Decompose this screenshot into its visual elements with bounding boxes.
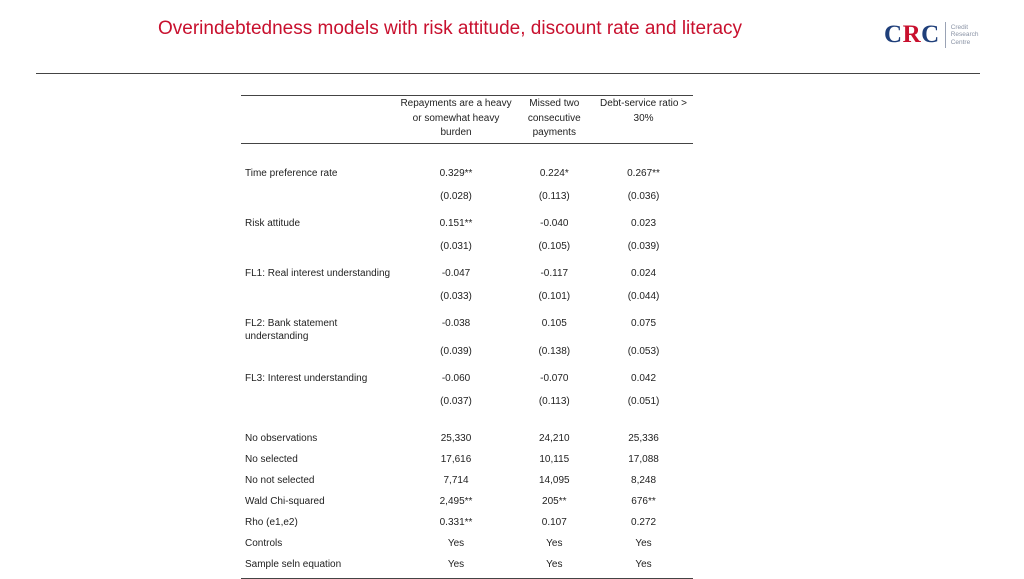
statistic-cell: 0.272 [631,516,657,528]
table-row [241,432,693,453]
row-label: Wald Chi-squared [245,495,325,507]
coefficient-cell: -0.070 [540,372,569,384]
table-spacer [241,416,693,432]
column-header-debt-service-ratio: Debt-service ratio > 30% [594,96,693,144]
page-title: Overindebtedness models with risk attitude, discount rate and literacy [158,18,743,39]
logo-line: Credit [950,23,969,31]
statistic-cell: Yes [515,558,595,579]
coefficient-cell: -0.040 [540,217,569,229]
statistic-cell: 205** [542,495,567,507]
standard-error-cell: (0.053) [627,345,660,357]
table-row [241,143,693,188]
row-label: No selected [245,453,298,465]
coefficient-cell: 0.329** [439,167,473,179]
statistic-cell: 17,088 [628,453,659,465]
row-label: FL1: Real interest understanding [245,267,391,279]
empty-cell [241,416,398,432]
standard-error-cell: (0.113) [538,190,570,202]
statistic-cell: 17,616 [440,453,472,465]
logo-line: Centre [950,38,971,46]
coefficient-cell: 0.023 [631,217,657,229]
statistic-cell: 676** [631,495,656,507]
crc-logo [884,20,979,50]
statistic-cell: 10,115 [539,453,570,465]
coefficient-cell: 0.224* [539,167,569,179]
table-row [241,366,693,393]
coefficient-cell: 0.151** [439,217,473,229]
table-header-row [241,96,693,144]
empty-cell [241,238,398,261]
empty-cell [515,416,595,432]
results-table [241,95,693,579]
row-label: FL3: Interest understanding [245,372,368,384]
table-row [241,474,693,495]
statistic-cell: Yes [398,558,515,579]
standard-error-cell: (0.044) [627,290,660,302]
standard-error-cell: (0.033) [440,290,472,302]
row-label: Time preference rate [245,167,338,179]
table-row [241,261,693,288]
coefficient-cell: 0.105 [541,317,567,329]
statistic-cell: 0.331** [439,516,473,528]
row-label: FL2: Bank statement understanding [245,317,338,342]
statistic-cell: 2,495** [439,495,473,507]
empty-cell [241,343,398,366]
header-divider [36,73,980,74]
statistic-cell: 25,336 [628,432,659,444]
statistic-cell: 7,714 [443,474,469,486]
table-body [241,143,693,578]
table-row-se [241,188,693,211]
standard-error-cell: (0.039) [627,240,660,252]
logo-mark: CRC [884,21,940,48]
coefficient-cell: -0.117 [540,267,569,279]
row-label: Rho (e1,e2) [245,516,298,528]
table-row [241,558,693,579]
standard-error-cell: (0.101) [538,290,571,302]
statistic-cell: 14,095 [538,474,570,486]
empty-cell [241,393,398,416]
empty-cell [241,288,398,311]
coefficient-cell: 0.267** [627,167,660,179]
standard-error-cell: (0.037) [440,395,472,407]
coefficient-cell: 0.024 [631,267,657,279]
table-row [241,516,693,537]
table-row-se [241,343,693,366]
coefficient-cell: 0.042 [631,372,657,384]
standard-error-cell: (0.051) [627,395,660,407]
logo-line: Research [950,31,979,39]
row-label: Risk attitude [245,217,301,229]
statistic-cell: 0.107 [541,516,567,528]
logo-divider [945,22,946,48]
coefficient-cell: 0.075 [631,317,657,329]
table-row-se [241,288,693,311]
statistic-cell: Yes [635,537,652,549]
statistic-cell: 24,210 [538,432,570,444]
coefficient-cell: -0.047 [441,267,471,279]
table-row [241,453,693,474]
empty-cell [398,416,515,432]
statistic-cell: Yes [447,537,465,549]
statistic-cell: 25,330 [440,432,472,444]
statistic-cell: 8,248 [631,474,657,486]
table-row-se [241,238,693,261]
empty-cell [241,188,398,211]
row-label: No not selected [245,474,315,486]
table-row [241,495,693,516]
statistic-cell: Yes [546,537,563,549]
logo-text [951,24,979,47]
empty-cell [594,416,693,432]
column-header-empty [241,96,398,144]
standard-error-cell: (0.105) [538,240,571,252]
standard-error-cell: (0.138) [538,345,571,357]
table-row-se [241,393,693,416]
row-label: Sample seln equation [241,558,398,579]
standard-error-cell: (0.113) [538,395,570,407]
standard-error-cell: (0.036) [627,190,660,202]
statistic-cell: Yes [594,558,693,579]
column-header-missed-payments: Missed two consecutive payments [515,96,595,144]
row-label: No observations [245,432,318,444]
column-header-heavy-burden: Repayments are a heavy or somewhat heavy burden [398,96,515,144]
table-row [241,211,693,238]
standard-error-cell: (0.031) [440,240,472,252]
standard-error-cell: (0.028) [440,190,472,202]
standard-error-cell: (0.039) [440,345,472,357]
coefficient-cell: -0.060 [441,372,471,384]
table-row [241,537,693,558]
row-label: Controls [245,537,283,549]
coefficient-cell: -0.038 [441,317,471,329]
table-row [241,311,693,343]
